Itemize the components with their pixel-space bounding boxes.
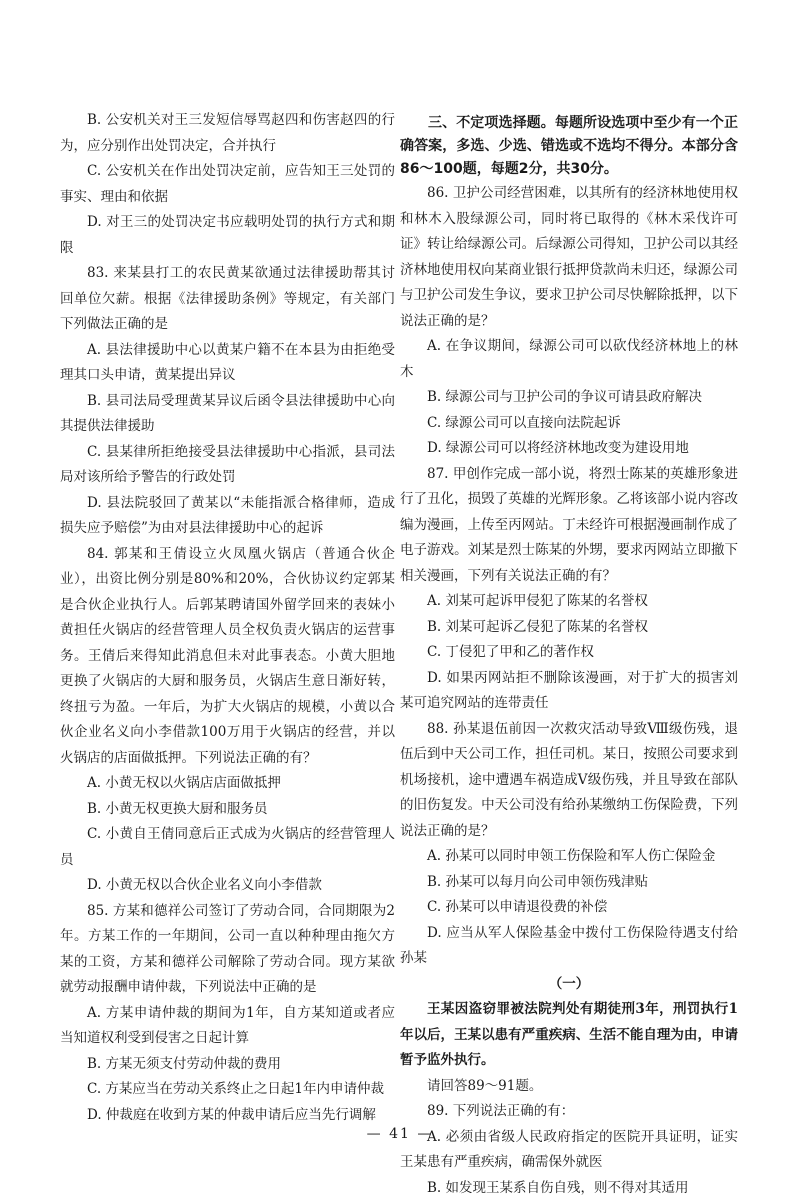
- answer-option: B. 刘某可起诉乙侵犯了陈某的名誉权: [400, 615, 738, 641]
- answer-option: B. 如发现王某系自伤自残，则不得对其适用: [400, 1176, 738, 1201]
- case-description: 王某因盗窃罪被法院判处有期徒刑3年，刑罚执行1年以后，王某以患有严重疾病、生活不能自理为由，申请暂予监外执行。: [400, 997, 738, 1074]
- answer-option: A. 县法律援助中心以黄某户籍不在本县为由拒绝受理其口头申请，黄某提出异议: [60, 338, 395, 389]
- answer-option: C. 丁侵犯了甲和乙的著作权: [400, 640, 738, 666]
- question-stem: 87. 甲创作完成一部小说，将烈士陈某的英雄形象进行了丑化，损毁了英雄的光辉形象。乙将该部小说内容改编为漫画，上传至丙网站。丁未经许可根据漫画制作成了电子游戏。刘某是烈士陈某的外甥，要求丙网站立即撤下相关漫画，下列有关说法正确的有？: [400, 462, 738, 590]
- instruction-text: 请回答89～91题。: [400, 1074, 738, 1100]
- question-stem: 88. 孙某退伍前因一次救灾活动导致Ⅷ级伤残，退伍后到中天公司工作，担任司机。某日，按照公司要求到机场接机，途中遭遇车祸造成Ⅴ级伤残，并且导致在部队的旧伤复发。中天公司没有给孙某缴纳工伤保险费，下列说法正确的是？: [400, 717, 738, 845]
- answer-option: A. 小黄无权以火锅店店面做抵押: [60, 771, 395, 797]
- case-label: （一）: [400, 972, 738, 998]
- question-stem: 84. 郭某和王倩设立火凤凰火锅店（普通合伙企业），出资比例分别是80%和20%，合伙协议约定郭某是合伙企业执行人。后郭某聘请国外留学回来的表妹小黄担任火锅店的经营管理人员全权负责火锅店的运营事务。王倩后来得知此消息但未对此事表态。小黄大胆地更换了火锅店的大厨和服务员，火锅店生意日渐好转，终扭亏为盈。一年后，为扩大火锅店的规模，小黄以合伙企业名义向小李借款100万用于火锅店的经营，并以火锅店的店面做抵押。下列说法正确的有？: [60, 542, 395, 772]
- section-heading: 三、不定项选择题。每题所设选项中至少有一个正确答案，多选、少选、错选或不选均不得分。本部分含86～100题，每题2分，共30分。: [400, 112, 738, 181]
- answer-option: A. 刘某可起诉甲侵犯了陈某的名誉权: [400, 589, 738, 615]
- answer-option: C. 方某应当在劳动关系终止之日起1年内申请仲裁: [60, 1077, 395, 1103]
- answer-option: C. 孙某可以申请退役费的补偿: [400, 895, 738, 921]
- answer-option: D. 县法院驳回了黄某以“未能指派合格律师，造成损失应予赔偿”为由对县法律援助中心的起诉: [60, 491, 395, 542]
- answer-option: A. 在争议期间，绿源公司可以砍伐经济林地上的林木: [400, 334, 738, 385]
- question-stem: 89. 下列说法正确的有：: [400, 1099, 738, 1125]
- answer-option: D. 绿源公司可以将经济林地改变为建设用地: [400, 436, 738, 462]
- answer-option: B. 小黄无权更换大厨和服务员: [60, 797, 395, 823]
- answer-option: B. 方某无须支付劳动仲裁的费用: [60, 1052, 395, 1078]
- answer-option: B. 公安机关对王三发短信辱骂赵四和伤害赵四的行为，应分别作出处罚决定，合并执行: [60, 108, 395, 159]
- answer-option: D. 对王三的处罚决定书应载明处罚的执行方式和期限: [60, 210, 395, 261]
- question-stem: 83. 来某县打工的农民黄某欲通过法律援助帮其讨回单位欠薪。根据《法律援助条例》等规定，有关部门下列做法正确的是: [60, 261, 395, 338]
- answer-option: D. 小黄无权以合伙企业名义向小李借款: [60, 873, 395, 899]
- answer-option: C. 绿源公司可以直接向法院起诉: [400, 411, 738, 437]
- answer-option: D. 应当从军人保险基金中拨付工伤保险待遇支付给孙某: [400, 921, 738, 972]
- answer-option: B. 绿源公司与卫护公司的争议可请县政府解决: [400, 385, 738, 411]
- question-stem: 85. 方某和德祥公司签订了劳动合同，合同期限为2年。方某工作的一年期间，公司一直以种种理由拖欠方某的工资，方某和德祥公司解除了劳动合同。现方某欲就劳动报酬申请仲裁，下列说法中正确的是: [60, 899, 395, 1001]
- question-stem: 86. 卫护公司经营困难，以其所有的经济林地使用权和林木入股绿源公司，同时将已取得的《林木采伐许可证》转让给绿源公司。后绿源公司得知，卫护公司以其经济林地使用权向某商业银行抵押贷款尚未归还，绿源公司与卫护公司发生争议，要求卫护公司尽快解除抵押，以下说法正确的是？: [400, 181, 738, 334]
- answer-option: B. 孙某可以每月向公司申领伤残津贴: [400, 870, 738, 896]
- answer-option: D. 如果丙网站拒不删除该漫画，对于扩大的损害刘某可追究网站的连带责任: [400, 666, 738, 717]
- right-column: [400, 112, 738, 1201]
- answer-option: D. 仲裁庭在收到方某的仲裁申请后应当先行调解: [60, 1103, 395, 1129]
- answer-option: C. 公安机关在作出处罚决定前，应告知王三处罚的事实、理由和依据: [60, 159, 395, 210]
- answer-option: A. 孙某可以同时申领工伤保险和军人伤亡保险金: [400, 844, 738, 870]
- answer-option: C. 小黄自王倩同意后正式成为火锅店的经营管理人员: [60, 822, 395, 873]
- answer-option: A. 方某申请仲裁的期间为1年，自方某知道或者应当知道权利受到侵害之日起计算: [60, 1001, 395, 1052]
- page-number: — 41 —: [0, 1122, 800, 1148]
- answer-option: C. 县某律所拒绝接受县法律援助中心指派，县司法局对该所给予警告的行政处罚: [60, 440, 395, 491]
- answer-option: B. 县司法局受理黄某异议后函令县法律援助中心向其提供法律援助: [60, 389, 395, 440]
- left-column: [60, 108, 395, 1128]
- answer-option: A. 必须由省级人民政府指定的医院开具证明，证实王某患有严重疾病，确需保外就医: [400, 1125, 738, 1176]
